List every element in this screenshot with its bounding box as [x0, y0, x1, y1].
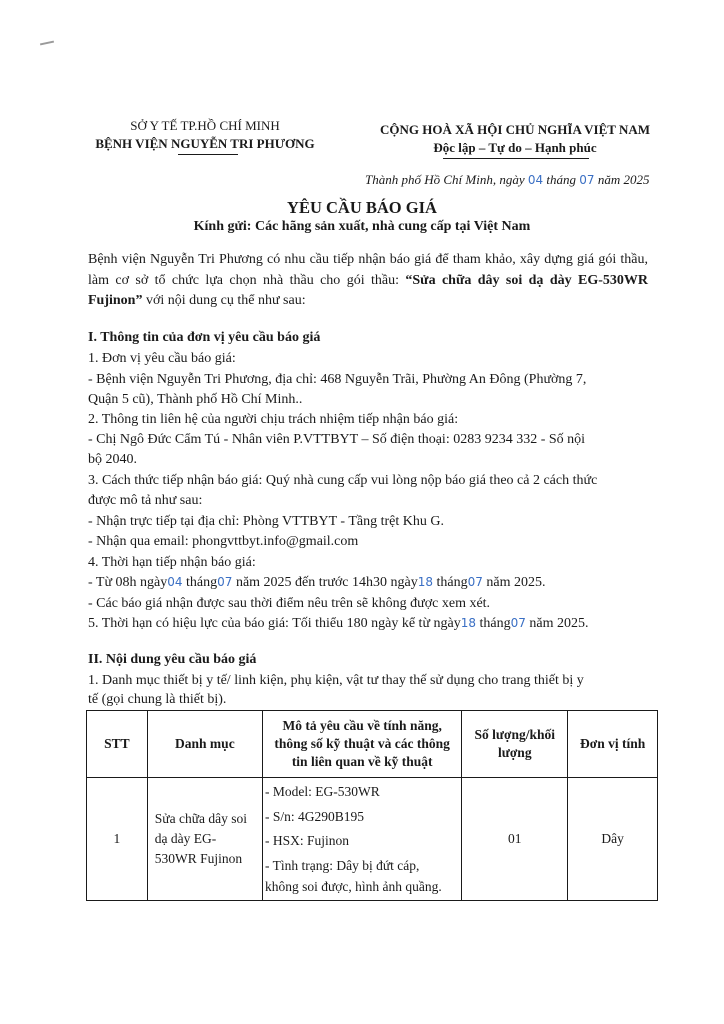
- period-from-label: - Từ 08h ngày: [88, 575, 168, 590]
- period-to-month-handwritten: 07: [467, 575, 483, 589]
- spec-model: - Model: EG-530WR: [264, 784, 380, 799]
- date-line: [365, 172, 649, 188]
- spec-status-1: - Tình trạng: Dây bị đứt cáp,: [264, 857, 420, 873]
- validity-text: 5. Thời hạn có hiệu lực của báo giá: Tối thiểu 180 ngày kể từ ngày: [88, 616, 461, 631]
- period-from-month-label: tháng: [186, 575, 218, 590]
- validity-day-handwritten: 18: [460, 616, 477, 630]
- section-1-heading: I. Thông tin của đơn vị yêu cầu báo giá: [88, 330, 321, 345]
- section-1-item-2-title: 2. Thông tin liên hệ của người chịu trách nhiệm tiếp nhận báo giá:: [88, 412, 459, 427]
- date-month-handwritten: 07: [579, 173, 595, 187]
- col-header-unit: Đơn vị tính: [568, 711, 658, 778]
- cell-unit: Dây: [568, 778, 658, 901]
- motto-underline: [443, 158, 589, 159]
- spec-maker: - HSX: Fujinon: [264, 833, 349, 848]
- section-1-item-4-note: - Các báo giá nhận được sau thời điểm nêu trên sẽ không được xem xét.: [88, 596, 491, 611]
- cell-stt: 1: [87, 778, 148, 901]
- spec-serial: - S/n: 4G290B195: [264, 808, 364, 824]
- col-header-desc: Mô tả yêu cầu về tính năng, thông số kỹ thuật và các thông tin liên quan về kỹ thuật: [262, 711, 461, 778]
- spec-status-2: không soi được, hình ảnh quầng.: [264, 879, 442, 894]
- section-2-item-1-line-1: 1. Danh mục thiết bị y tế/ linh kiện, phụ kiện, vật tư thay thế sử dụng cho trang thiết bị y: [88, 673, 584, 688]
- section-1-item-3-line-2: được mô tả như sau:: [88, 493, 203, 508]
- package-name: “Sửa chữa dây soi dạ dày EG-530WR Fujinon”: [88, 272, 648, 308]
- section-2-item-1-line-2: tế (gọi chung là thiết bị).: [88, 692, 227, 707]
- intro-text-end: với nội dung cụ thể như sau:: [142, 293, 306, 308]
- item-name: Sửa chữa dây soi dạ dày EG-530WR Fujinon: [154, 811, 248, 866]
- section-1-item-1-line-2: Quận 5 cũ), Thành phố Hồ Chí Minh..: [88, 392, 303, 407]
- section-1-item-1-line-1: - Bệnh viện Nguyễn Tri Phương, địa chỉ: 468 Nguyễn Trãi, Phường An Đông (Phường 7,: [88, 372, 587, 387]
- request-table: [86, 710, 658, 901]
- period-to-month-label: tháng: [436, 575, 468, 590]
- section-1-item-3-direct: - Nhận trực tiếp tại địa chỉ: Phòng VTTBYT - Tầng trệt Khu G.: [88, 514, 444, 529]
- table-row: [87, 778, 658, 901]
- hospital-underline: [178, 154, 238, 155]
- period-end-text: năm 2025.: [486, 575, 546, 590]
- period-mid-text: năm 2025 đến trước 14h30 ngày: [235, 575, 418, 590]
- intro-text: Bệnh viện Nguyễn Tri Phương có nhu cầu tiếp nhận báo giá để tham khảo, xây dựng giá gói thầu, làm cơ sở tổ chức lựa chọn nhà thầu cho gói thầu:: [88, 252, 648, 288]
- col-header-name: Danh mục: [147, 711, 262, 778]
- period-to-day-handwritten: 18: [417, 575, 434, 589]
- validity-end-text: năm 2025.: [529, 616, 589, 631]
- nation-name: CỘNG HOÀ XÃ HỘI CHỦ NGHĨA VIỆT NAM: [379, 122, 651, 137]
- section-1-item-4-title: 4. Thời hạn tiếp nhận báo giá:: [88, 555, 256, 570]
- document-title: YÊU CẦU BÁO GIÁ: [287, 198, 437, 217]
- col-header-qty: Số lượng/khối lượng: [462, 711, 568, 778]
- period-from-month-handwritten: 07: [217, 575, 233, 589]
- date-month-label: tháng: [546, 172, 577, 187]
- section-1-item-3-email: - Nhận qua email: phongvttbyt.info@gmail.com: [88, 534, 359, 549]
- validity-month-label: tháng: [479, 616, 511, 631]
- section-1-item-2-line-1: - Chị Ngô Đức Cẩm Tú - Nhân viên P.VTTBYT – Số điện thoại: 0283 9234 332 - Số nội: [88, 432, 586, 447]
- section-1-item-3-line-1: 3. Cách thức tiếp nhận báo giá: Quý nhà cung cấp vui lòng nộp báo giá theo cả 2 cách thức: [88, 473, 598, 488]
- recipient-line: Kính gửi: Các hãng sản xuất, nhà cung cấp tại Việt Nam: [193, 219, 531, 234]
- period-from-day-handwritten: 04: [167, 575, 183, 589]
- section-2-heading: II. Nội dung yêu cầu báo giá: [88, 652, 257, 667]
- section-1-item-4-period: [88, 575, 546, 591]
- date-year: năm 2025: [597, 172, 650, 187]
- validity-month-handwritten: 07: [510, 616, 526, 630]
- cell-name: [147, 778, 262, 901]
- date-day-handwritten: 04: [527, 173, 544, 187]
- cell-spec: [262, 778, 461, 901]
- table-header-row: [87, 711, 658, 778]
- section-1-item-1-title: 1. Đơn vị yêu cầu báo giá:: [88, 351, 236, 366]
- agency-name: SỞ Y TẾ TP.HỒ CHÍ MINH: [130, 118, 280, 133]
- hospital-name: BỆNH VIỆN NGUYỄN TRI PHƯƠNG: [95, 136, 315, 151]
- col-header-stt: STT: [87, 711, 148, 778]
- motto: Độc lập – Tự do – Hạnh phúc: [433, 140, 597, 155]
- scan-artifact: [40, 41, 54, 46]
- cell-qty: 01: [462, 778, 568, 901]
- intro-paragraph: [88, 250, 648, 312]
- section-1-item-5: [88, 616, 589, 632]
- date-prefix: Thành phố Hồ Chí Minh, ngày: [365, 172, 525, 187]
- section-1-item-2-line-2: bộ 2040.: [88, 452, 137, 467]
